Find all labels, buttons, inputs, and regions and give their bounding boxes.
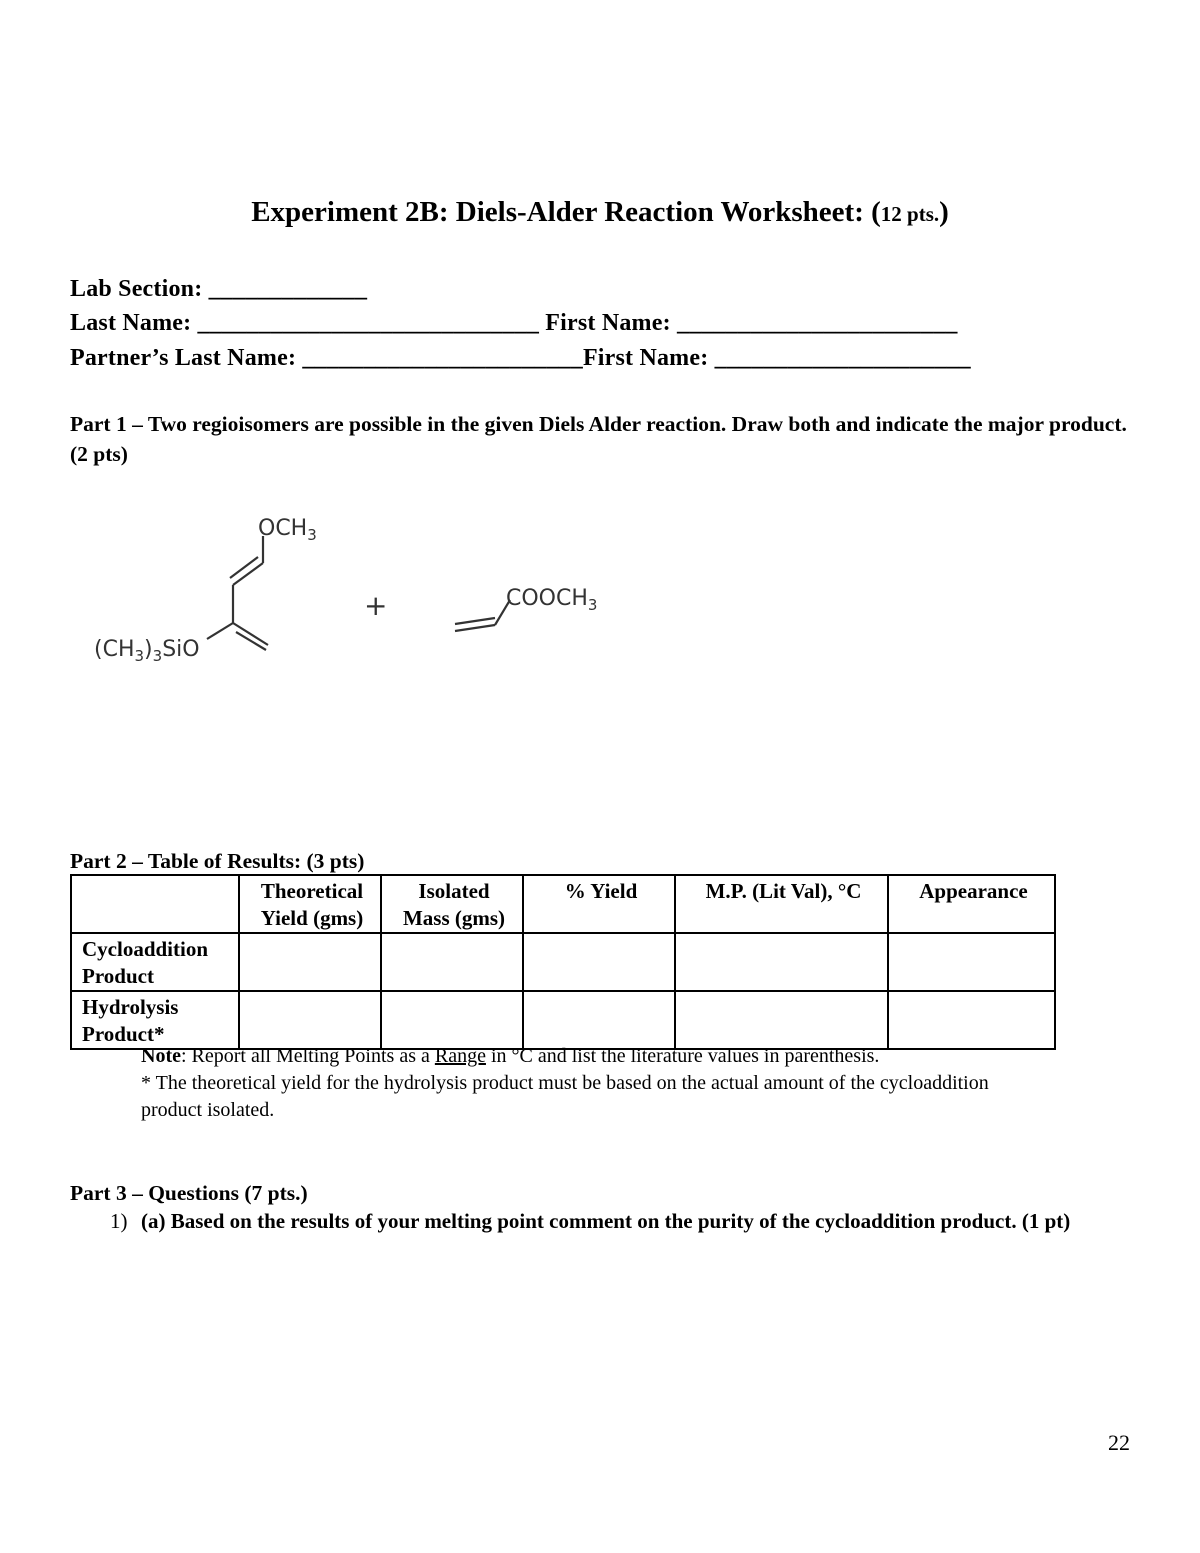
diene-structure: [207, 536, 510, 650]
part3-heading: Part 3 – Questions (7 pts.): [70, 1181, 308, 1205]
page-title: Experiment 2B: Diels-Alder Reaction Worksheet: (12 pts.): [251, 196, 949, 228]
table-note: Note: Report all Melting Points as a Range in °C and list the literature values in parenthesis. * The theoretical yield for the hydrolysis product must be based on the actual amount of the cycloaddition product isolated.: [141, 1045, 989, 1121]
last-name-field: Last Name: ____________________________ First Name: _______________________: [70, 310, 958, 336]
table-corner-cell: [71, 875, 239, 933]
table-cell[interactable]: [523, 991, 675, 1049]
table-row: [71, 991, 1055, 1049]
column-header: M.P. (Lit Val), °C: [675, 875, 888, 933]
table-cell[interactable]: [239, 991, 381, 1049]
lab-section-field: Lab Section: _____________: [70, 276, 368, 302]
plus-sign: +: [364, 589, 388, 622]
table-cell[interactable]: [523, 933, 675, 991]
page-number: 22: [1108, 1430, 1130, 1455]
row-label: Hydrolysis Product*: [71, 991, 239, 1049]
table-cell[interactable]: [675, 933, 888, 991]
table-cell[interactable]: [381, 991, 523, 1049]
part2-heading: Part 2 – Table of Results: (3 pts): [70, 849, 365, 873]
question-1a: (a) Based on the results of your melting point comment on the purity of the cycloaddition product. (1 pt): [141, 1209, 1071, 1233]
table-cell[interactable]: [888, 991, 1055, 1049]
table-cell[interactable]: [381, 933, 523, 991]
partner-name-field: Partner’s Last Name: _______________________First Name: _____________________: [70, 345, 971, 371]
silyl-ether-label: $(CH_3)_3SiO$: [94, 637, 200, 665]
title-points: 12 pts.: [880, 202, 940, 226]
table-cell[interactable]: [675, 991, 888, 1049]
column-header: % Yield: [523, 875, 675, 933]
table-cell[interactable]: [239, 933, 381, 991]
question-number: 1): [110, 1209, 128, 1233]
table-cell[interactable]: [888, 933, 1055, 991]
reaction-scheme: [80, 505, 640, 675]
column-header: Isolated Mass (gms): [381, 875, 523, 933]
column-header: Appearance: [888, 875, 1055, 933]
table-row: [71, 933, 1055, 991]
results-table: [70, 874, 1056, 1050]
hydrolysis-footnote: * The theoretical yield for the hydrolysis product must be based on the actual amount of the cycloaddition product isolated.: [141, 1072, 989, 1121]
row-label: Cycloaddition Product: [71, 933, 239, 991]
part1-instructions: Part 1 – Two regioisomers are possible in the given Diels Alder reaction. Draw both and indicate the major product. (2 pts): [70, 412, 1127, 466]
column-header: Theoretical Yield (gms): [239, 875, 381, 933]
ester-label: $COOCH_3$: [506, 586, 598, 614]
table-header-row: [71, 875, 1055, 933]
methoxy-label: $OCH_3$: [258, 516, 317, 544]
